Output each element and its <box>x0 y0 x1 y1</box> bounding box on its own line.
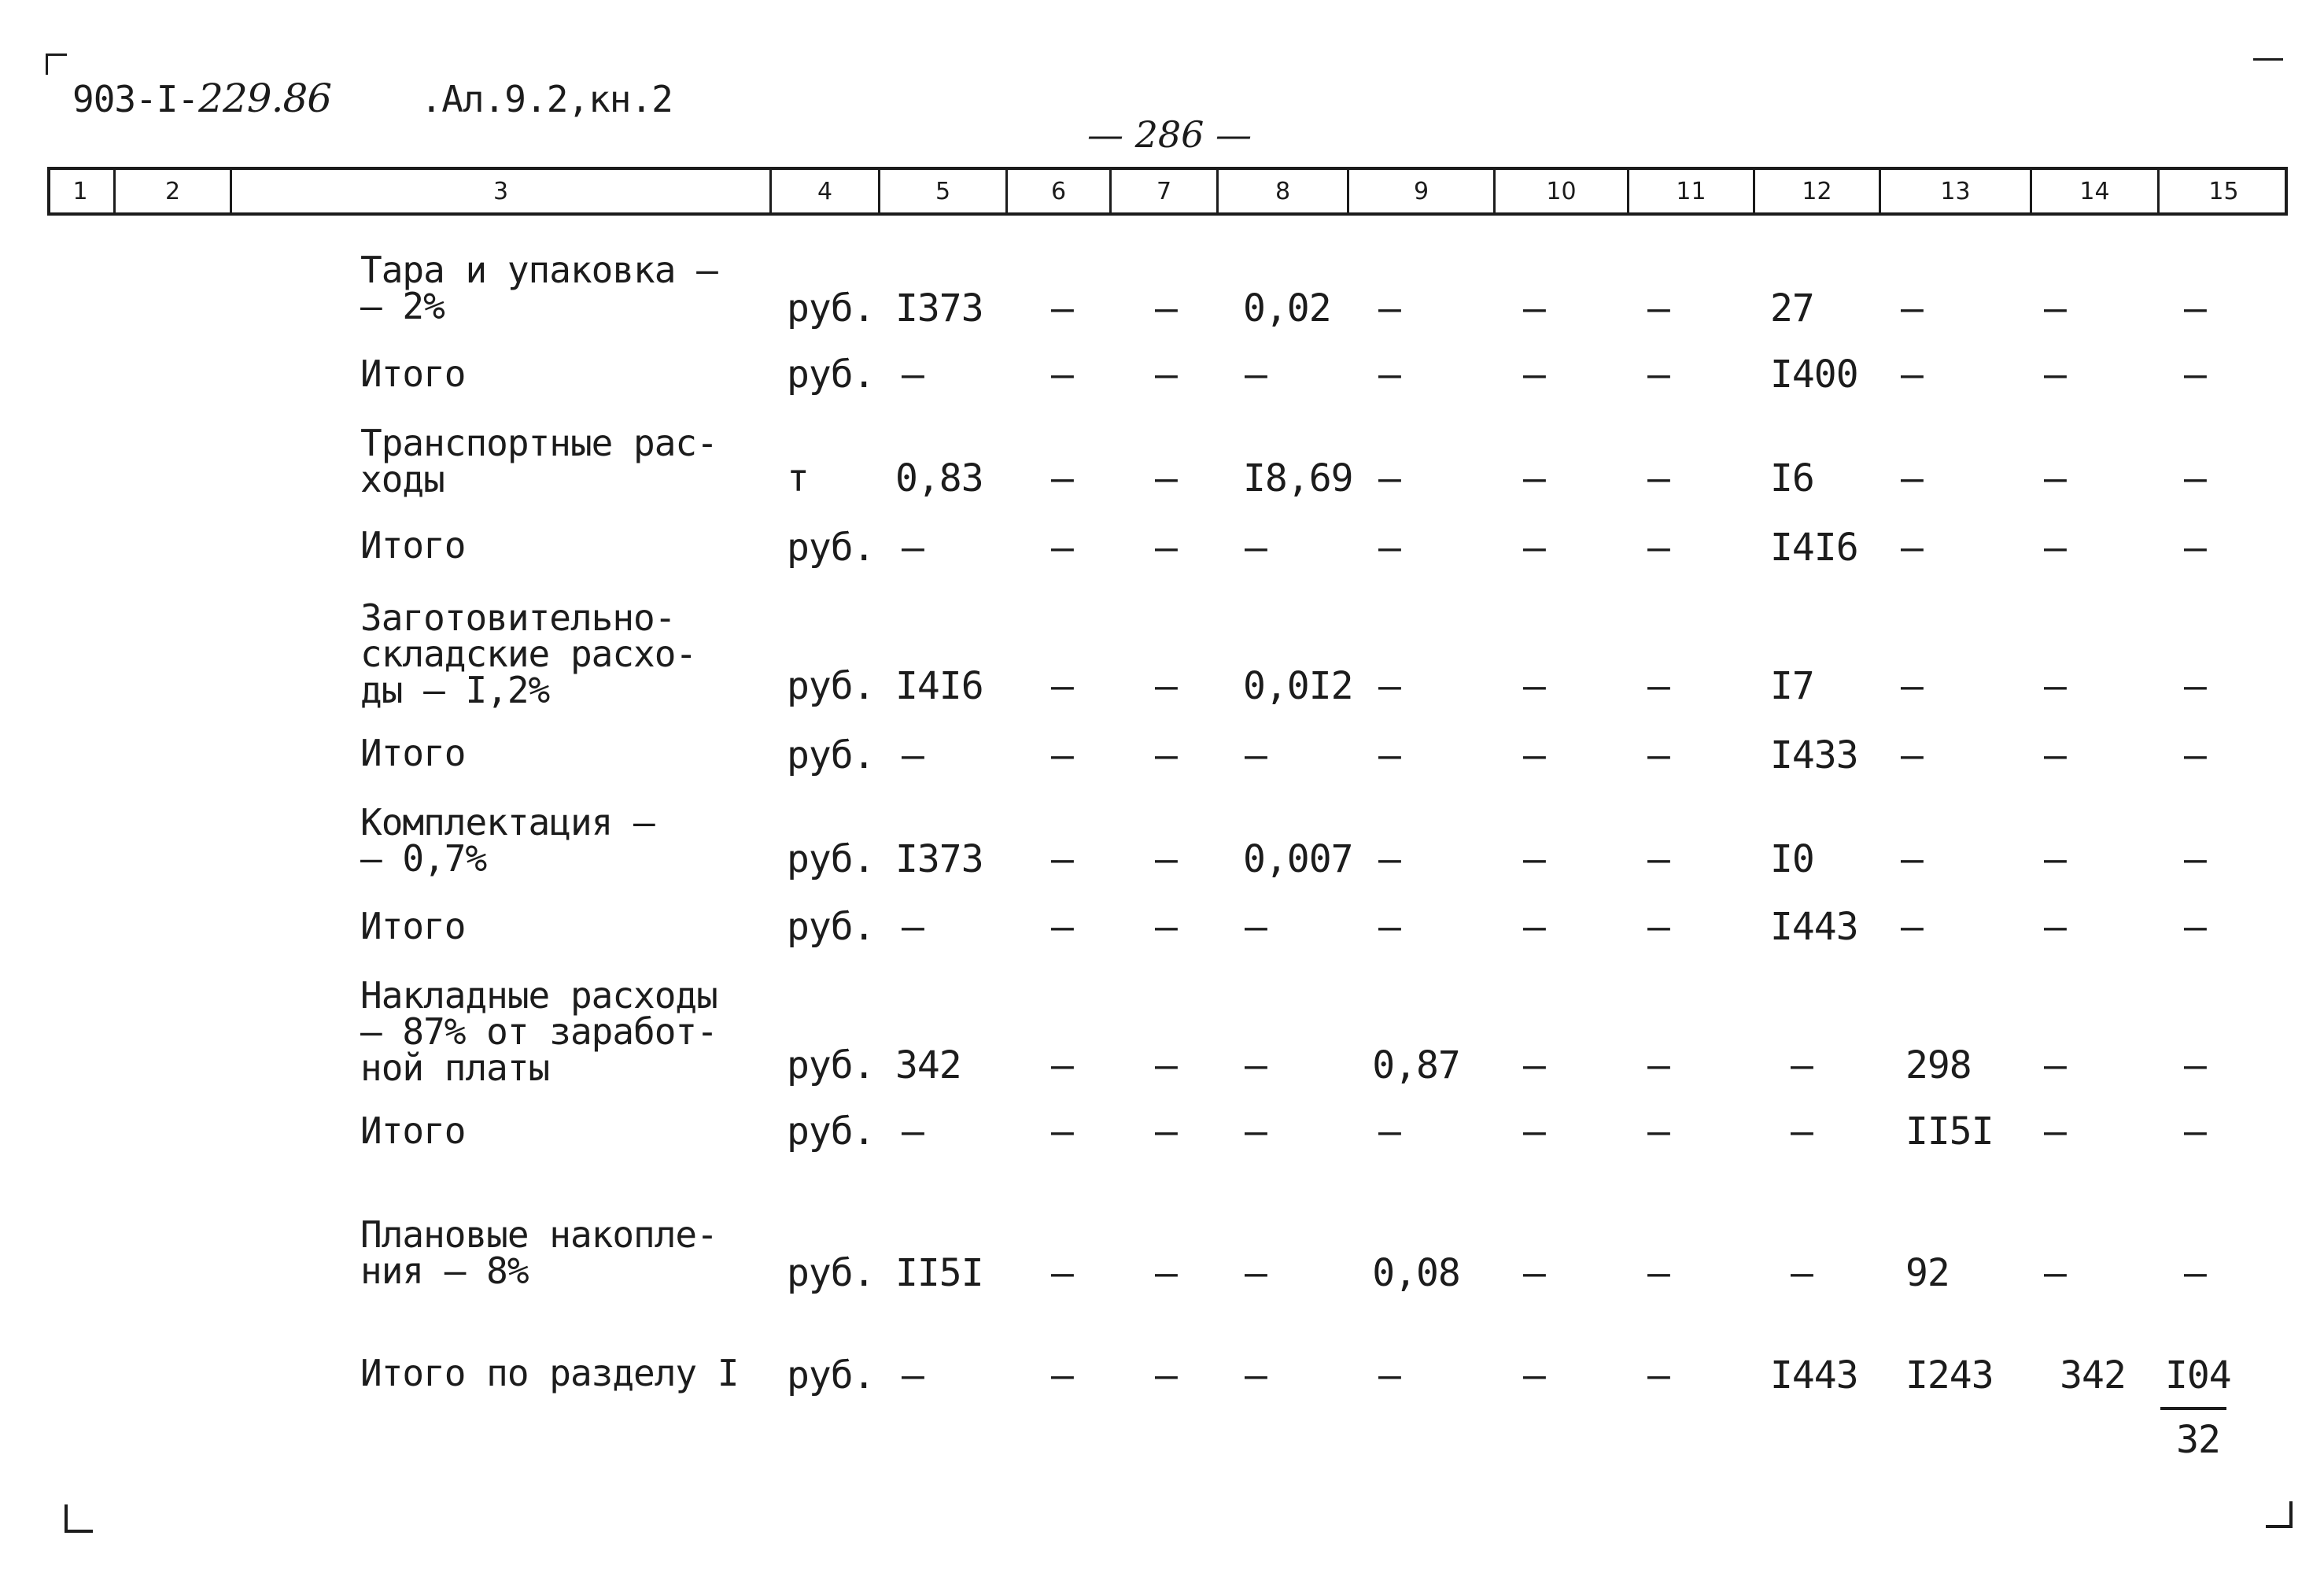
column-number-2: 2 <box>113 170 230 212</box>
table-cell-col14: – <box>2044 456 2066 500</box>
table-cell-col5: – <box>902 353 924 397</box>
table-cell-col10: – <box>1523 286 1545 330</box>
table-cell-col8: I8,69 <box>1243 456 1353 500</box>
table-cell-col14: – <box>2044 1043 2066 1087</box>
table-cell-col5: II5I <box>895 1251 983 1295</box>
row-label: Итого <box>360 905 466 947</box>
table-cell-col9: – <box>1378 1353 1400 1397</box>
row-label: Итого <box>360 524 466 567</box>
table-cell-col13: II5I <box>1905 1109 1994 1154</box>
table-cell-col9: – <box>1378 353 1400 397</box>
table-cell-col14: – <box>2044 733 2066 777</box>
row-label: Заготовительно- складские расхо- ды – I,2% <box>360 596 697 711</box>
table-cell-col6: – <box>1051 905 1073 949</box>
table-cell-col7: – <box>1155 837 1177 881</box>
unit-cell: т <box>787 456 809 500</box>
column-number-12: 12 <box>1753 170 1879 212</box>
column-number-10: 10 <box>1493 170 1627 212</box>
table-cell-col13: – <box>1901 905 1923 949</box>
table-cell-col15: – <box>2184 286 2206 330</box>
table-cell-col8: – <box>1245 733 1267 777</box>
table-cell-col14: – <box>2044 837 2066 881</box>
table-cell-col7: – <box>1155 353 1177 397</box>
table-cell-col12: I7 <box>1770 664 1814 708</box>
table-cell-col9: – <box>1378 905 1400 949</box>
table-cell-col11: – <box>1647 353 1669 397</box>
table-cell-col9: – <box>1378 837 1400 881</box>
table-cell-col15: – <box>2184 456 2206 500</box>
table-cell-col11: – <box>1647 733 1669 777</box>
table-cell-col10: – <box>1523 837 1545 881</box>
table-cell-col5: – <box>902 733 924 777</box>
table-cell-col12: I400 <box>1770 353 1858 397</box>
table-cell-col12: – <box>1791 1251 1813 1295</box>
table-cell-col7: – <box>1155 1109 1177 1154</box>
table-cell-col15: I04 <box>2165 1353 2231 1397</box>
unit-cell: руб. <box>787 353 875 397</box>
unit-cell: руб. <box>787 1109 875 1154</box>
table-cell-col7: – <box>1155 905 1177 949</box>
table-cell-col14: – <box>2044 1251 2066 1295</box>
table-cell-col9: – <box>1378 664 1400 708</box>
table-cell-col13: I243 <box>1905 1353 1994 1397</box>
table-cell-col7: – <box>1155 456 1177 500</box>
table-cell-col6: – <box>1051 1251 1073 1295</box>
table-cell-col10: – <box>1523 1109 1545 1154</box>
table-cell-col11: – <box>1647 1109 1669 1154</box>
table-cell-col15: – <box>2184 837 2206 881</box>
table-cell-col12: I6 <box>1770 456 1814 500</box>
table-cell-col13: – <box>1901 664 1923 708</box>
table-cell-col6: – <box>1051 456 1073 500</box>
table-cell-col5: – <box>902 526 924 570</box>
table-cell-col5: I373 <box>895 837 983 881</box>
table-cell-col12: – <box>1791 1043 1813 1087</box>
unit-cell: руб. <box>787 526 875 570</box>
table-cell-col9: – <box>1378 1109 1400 1154</box>
row-label: Плановые накопле- ния – 8% <box>360 1213 717 1292</box>
table-cell-col14: – <box>2044 905 2066 949</box>
table-cell-col8: 0,0I2 <box>1243 664 1353 708</box>
table-cell-col8: 0,007 <box>1243 837 1353 881</box>
column-number-6: 6 <box>1005 170 1109 212</box>
table-cell-col13: – <box>1901 733 1923 777</box>
table-cell-col10: – <box>1523 526 1545 570</box>
document-code <box>72 76 673 121</box>
table-cell-col11: – <box>1647 1251 1669 1295</box>
row-label: Итого <box>360 353 466 395</box>
table-cell-col12: I443 <box>1770 1353 1858 1397</box>
table-cell-col6: – <box>1051 664 1073 708</box>
table-cell-col15: – <box>2184 1043 2206 1087</box>
table-cell-col15: – <box>2184 905 2206 949</box>
table-cell-col12: 27 <box>1770 286 1814 330</box>
table-cell-col15: – <box>2184 664 2206 708</box>
column-number-4: 4 <box>769 170 878 212</box>
table-cell-col15: – <box>2184 1109 2206 1154</box>
table-cell-col10: – <box>1523 733 1545 777</box>
table-cell-col14: 342 <box>2060 1353 2126 1397</box>
table-cell-col6: – <box>1051 1353 1073 1397</box>
table-cell-col5: – <box>902 905 924 949</box>
table-cell-col12: I443 <box>1770 905 1858 949</box>
table-cell-col15: – <box>2184 353 2206 397</box>
column-number-3: 3 <box>230 170 769 212</box>
table-cell-col6: – <box>1051 353 1073 397</box>
table-cell-col7: – <box>1155 526 1177 570</box>
table-cell-col10: – <box>1523 456 1545 500</box>
table-cell-col10: – <box>1523 353 1545 397</box>
table-cell-col8: – <box>1245 1109 1267 1154</box>
table-cell-col14: – <box>2044 353 2066 397</box>
table-cell-col8: – <box>1245 353 1267 397</box>
corner-mark-bottom-right <box>2266 1501 2293 1528</box>
table-cell-col5: – <box>902 1109 924 1154</box>
unit-cell: руб. <box>787 1353 875 1397</box>
table-cell-col10: – <box>1523 1043 1545 1087</box>
table-cell-col11: – <box>1647 837 1669 881</box>
row-label: Транспортные рас- ходы <box>360 422 717 500</box>
table-cell-col10: – <box>1523 1251 1545 1295</box>
column-number-7: 7 <box>1109 170 1216 212</box>
table-cell-col15: – <box>2184 733 2206 777</box>
table-cell-col14: – <box>2044 286 2066 330</box>
unit-cell: руб. <box>787 1043 875 1087</box>
table-cell-col14: – <box>2044 1109 2066 1154</box>
table-cell-col13: – <box>1901 456 1923 500</box>
table-cell-col9: 0,08 <box>1372 1251 1460 1295</box>
table-cell-col14: – <box>2044 526 2066 570</box>
table-cell-col13: 92 <box>1905 1251 1950 1295</box>
table-cell-col8: 0,02 <box>1243 286 1331 330</box>
table-cell-col6: – <box>1051 1043 1073 1087</box>
corner-mark-bottom-left <box>65 1504 93 1533</box>
column-number-15: 15 <box>2157 170 2288 212</box>
table-cell-col9: – <box>1378 286 1400 330</box>
column-number-13: 13 <box>1879 170 2030 212</box>
unit-cell: руб. <box>787 286 875 330</box>
table-cell-col6: – <box>1051 1109 1073 1154</box>
table-cell-col11: – <box>1647 905 1669 949</box>
total-fraction-line <box>2160 1407 2226 1410</box>
table-cell-col13: – <box>1901 286 1923 330</box>
table-cell-col15: – <box>2184 526 2206 570</box>
document-code-prefix: 903-I- <box>72 78 199 120</box>
column-number-1: 1 <box>72 177 88 205</box>
table-cell-col13: – <box>1901 837 1923 881</box>
unit-cell: руб. <box>787 733 875 777</box>
table-cell-col11: – <box>1647 1353 1669 1397</box>
table-cell-col11: – <box>1647 664 1669 708</box>
column-number-14: 14 <box>2030 170 2157 212</box>
corner-mark-top-left <box>46 54 67 75</box>
table-cell-col5: – <box>902 1353 924 1397</box>
table-cell-col10: – <box>1523 905 1545 949</box>
table-cell-col7: – <box>1155 664 1177 708</box>
table-cell-col5: 342 <box>895 1043 961 1087</box>
table-cell-col6: – <box>1051 286 1073 330</box>
column-number-8: 8 <box>1216 170 1347 212</box>
document-code-handwritten: 229.86 <box>198 76 332 121</box>
corner-mark-top-right <box>2253 58 2283 61</box>
table-cell-col5: 0,83 <box>895 456 983 500</box>
table-cell-col12: I4I6 <box>1770 526 1858 570</box>
table-cell-col13: – <box>1901 353 1923 397</box>
table-cell-col6: – <box>1051 837 1073 881</box>
table-cell-col13: 298 <box>1905 1043 1972 1087</box>
column-number-header <box>47 167 2288 216</box>
table-cell-col8: – <box>1245 526 1267 570</box>
table-cell-col12: I433 <box>1770 733 1858 777</box>
column-number-9: 9 <box>1347 170 1493 212</box>
table-cell-col11: – <box>1647 526 1669 570</box>
unit-cell: руб. <box>787 837 875 881</box>
table-cell-col9: – <box>1378 733 1400 777</box>
column-number-11: 11 <box>1627 170 1753 212</box>
table-cell-col12: – <box>1791 1109 1813 1154</box>
row-label: Тара и упаковка – – 2% <box>360 249 717 327</box>
table-cell-col8: – <box>1245 1353 1267 1397</box>
row-label: Итого по разделу I <box>360 1352 739 1394</box>
table-cell-col14: – <box>2044 664 2066 708</box>
page-number: — 286 — <box>1087 113 1252 156</box>
table-cell-col5: I373 <box>895 286 983 330</box>
table-cell-col8: – <box>1245 905 1267 949</box>
table-cell-col7: – <box>1155 1043 1177 1087</box>
table-cell-col12: I0 <box>1770 837 1814 881</box>
table-cell-col6: – <box>1051 733 1073 777</box>
table-cell-col6: – <box>1051 526 1073 570</box>
row-label: Итого <box>360 1109 466 1152</box>
row-label: Накладные расходы – 87% от заработ- ной платы <box>360 974 717 1089</box>
table-cell-col13: – <box>1901 526 1923 570</box>
table-cell-col8: – <box>1245 1043 1267 1087</box>
table-cell-col9: – <box>1378 456 1400 500</box>
table-cell-col7: – <box>1155 733 1177 777</box>
table-cell-col9: – <box>1378 526 1400 570</box>
table-cell-col9: 0,87 <box>1372 1043 1460 1087</box>
table-cell-col5: I4I6 <box>895 664 983 708</box>
table-cell-col10: – <box>1523 664 1545 708</box>
row-label: Комплектация – – 0,7% <box>360 801 655 880</box>
table-cell-col15: – <box>2184 1251 2206 1295</box>
table-cell-col7: – <box>1155 286 1177 330</box>
row-label: Итого <box>360 732 466 774</box>
table-cell-col11: – <box>1647 1043 1669 1087</box>
unit-cell: руб. <box>787 905 875 949</box>
table-cell-col10: – <box>1523 1353 1545 1397</box>
table-cell-col11: – <box>1647 456 1669 500</box>
column-number-5: 5 <box>878 170 1005 212</box>
table-cell-col7: – <box>1155 1353 1177 1397</box>
table-cell-col8: – <box>1245 1251 1267 1295</box>
unit-cell: руб. <box>787 664 875 708</box>
table-cell-col7: – <box>1155 1251 1177 1295</box>
album-reference: .Ал.9.2,кн.2 <box>420 78 673 120</box>
table-cell-col11: – <box>1647 286 1669 330</box>
total-fraction-denominator: 32 <box>2176 1418 2220 1462</box>
unit-cell: руб. <box>787 1251 875 1295</box>
